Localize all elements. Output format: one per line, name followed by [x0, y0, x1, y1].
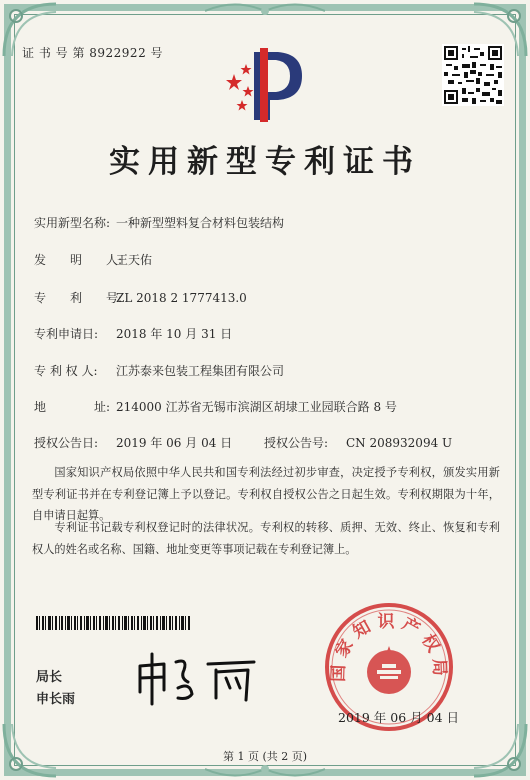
grant-date-row: [34, 434, 232, 451]
field-label: 地 址:: [34, 400, 111, 414]
grant-number-row: [264, 434, 452, 451]
statement-paragraph: 国家知识产权局依照中华人民共和国专利法经过初步审查，决定授予专利权，颁发实用新型专利证书并在专利登记簿上予以登记。专利权自授权公告之日起生效。专利权期限为十年，自申请日起算。: [32, 466, 500, 523]
field-label: 实用新型名称:: [34, 216, 111, 230]
page-indicator: 第 1 页 (共 2 页): [222, 750, 308, 763]
top-ornament: [205, 2, 325, 20]
statement-paragraph: 专利证书记载专利权登记时的法律状况。专利权的转移、质押、无效、终止、恢复和专利权人的姓名或名称、国籍、地址变更等事项记载在专利登记簿上。: [32, 521, 500, 556]
grant-number: CN 208932094 U: [346, 436, 453, 450]
patent-office-logo: [216, 42, 316, 124]
qr-code: [442, 44, 504, 106]
signatory-name: 申长雨: [36, 692, 76, 707]
field-label: 授权公告号:: [264, 436, 329, 450]
filing-date-row: [34, 325, 232, 342]
address-row: [34, 398, 397, 415]
patentee-name: 江苏泰来包装工程集团有限公司: [116, 364, 285, 378]
field-label: 专 利 权 人:: [34, 364, 98, 378]
field-label: 专利申请日:: [34, 327, 99, 341]
field-label: 授权公告日:: [34, 436, 99, 450]
handwritten-signature: [130, 648, 270, 708]
field-label: 发 明 人:: [34, 253, 123, 267]
address: 214000 江苏省无锡市滨湖区胡埭工业园联合路 8 号: [116, 400, 397, 414]
signatory-title: 局长: [36, 670, 63, 685]
patentee-row: [34, 362, 284, 379]
certificate-number: 证 书 号 第 8922922 号: [22, 46, 164, 60]
field-label: 专 利 号:: [34, 291, 123, 305]
certificate-title: 实用新型专利证书: [109, 144, 421, 180]
patent-number-row: [34, 289, 247, 306]
patent-number: ZL 2018 2 1777413.0: [116, 291, 247, 305]
inventor-name: 王天佑: [116, 253, 153, 267]
utility-model-name-row: [34, 214, 284, 231]
svg-text:国家知识产权局: 国家知识产权局: [328, 612, 450, 683]
grant-date: 2019 年 06 月 04 日: [116, 436, 233, 450]
seal-date: 2019 年 06 月 04 日: [338, 710, 459, 725]
utility-model-name: 一种新型塑料复合材料包装结构: [116, 216, 285, 230]
inventor-row: [34, 251, 152, 268]
barcode: [36, 616, 190, 630]
filing-date: 2018 年 10 月 31 日: [116, 327, 233, 341]
